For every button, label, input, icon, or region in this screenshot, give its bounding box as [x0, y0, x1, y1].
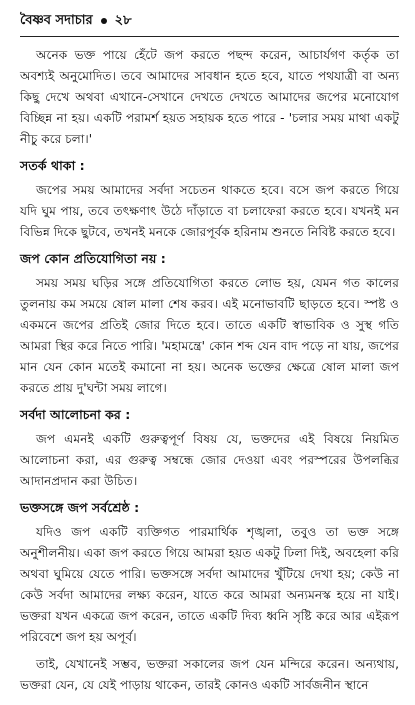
paragraph-temple-chanting: তাই, যেখানেই সম্ভব, ভক্তরা সকালের জপ যেন মন্দিরে করেন। অন্যথায়, ভক্তরা যেন, যে যেই পাড়ায় থাকেন, তারই কোনও একটি সার্বজনীন স্থানে: [20, 657, 399, 692]
page-number: ২৮: [114, 12, 132, 28]
paragraph-be-alert: জপের সময় আমাদের সর্বদা সচেতন থাকতে হবে। বসে জপ করতে গিয়ে যদি ঘুম পায়, তবে তৎক্ষণাৎ উঠে দাঁড়াতে বা চলাফেরা করতে হবে। যখনই মন বিভিন্ন দিকে ছুটবে, তখনই মনকে জোরপূর্বক হরিনাম শুনতে নিবিষ্ট করতে হবে।: [20, 183, 399, 239]
page-header: [20, 0, 399, 36]
paragraph-walking-japa: অনেক ভক্ত পায়ে হেঁটে জপ করতে পছন্দ করেন, আচার্যগণ কর্তৃক তা অবশ্যই অনুমোদিত। তবে আমাদের সাবধান হতে হবে, যাতে পথযাত্রী বা অন্য কিছু দেখে অথবা এখানে-সেখানে দেখতে দেখতে আমাদের জপের মনোযোগ বিচ্ছিন্ন না হয়। একটি পরামর্শ হয়ত সহায়ক হতে পারে - 'চলার সময় মাথা একটু নীচু করে চলা।': [20, 48, 399, 146]
heading-be-alert: সতর্ক থাকা :: [20, 158, 85, 173]
paragraph-always-discuss: জপ এমনই একটি গুরুত্বপূর্ণ বিষয় যে, ভক্তদের এই বিষয়ে নিয়মিত আলোচনা করা, এর গুরুত্ব সম্বন্ধে জোর দেওয়া এবং পরস্পরের উপলব্ধির আদানপ্রদান করা উচিত।: [20, 432, 399, 488]
running-title: বৈষ্ণব সদাচার: [20, 12, 93, 28]
paragraph-chant-in-association: যদিও জপ একটি ব্যক্তিগত পারমার্থিক শৃঙ্খলা, তবুও তা ভক্ত সঙ্গে অনুশীলনীয়। একা জপ করতে গিয়ে আমরা হয়ত একটু ঢিলা দিই, অবহেলা করি অথবা ঘুমিয়ে যেতে পারি। ভক্তসঙ্গে সর্বদা আমাদের খুঁটিয়ে দেখা হয়; কেউ না কেউ সর্বদা আমাদের লক্ষ্য করেন, যাতে করে আমরা অন্যমনস্ক হয়ে না যাই। ভক্তরা যখন একত্রে জপ করেন, তাতে একটি দিব্য ধ্বনি সৃষ্টি করে আর এইরূপ পরিবেশে জপ হয় অপূর্ব।: [20, 525, 399, 644]
heading-not-competition: জপ কোন প্রতিযোগিতা নয় :: [20, 251, 166, 266]
header-rule: [20, 36, 399, 37]
heading-always-discuss: সর্বদা আলোচনা কর :: [20, 407, 131, 422]
heading-chant-in-association: ভক্তসঙ্গে জপ সর্বশ্রেষ্ঠ :: [20, 500, 140, 515]
paragraph-not-competition: সময় সময় ঘড়ির সঙ্গে প্রতিযোগিতা করতে লোভ হয়, যেমন গত কালের তুলনায় কম সময়ে ষোল মালা শেষ করব। এই মনোভাবটি ছাড়তে হবে। স্পষ্ট ও একমনে জপের প্রতিই জোর দিতে হবে। তাতে একটি স্বাভাবিক ও সুস্থ গতি আমরা স্থির করে নিতে পারি। 'মহামন্ত্রে' কোন শব্দ যেন বাদ পড়ে না যায়, জপের মান যেন কোন মতেই কমানো না হয়। অনেক ভক্তের ক্ষেত্রে ষোল মালা জপ করতে প্রায় দু'ঘন্টা সময় লাগে।: [20, 276, 399, 395]
bullet-icon: [101, 18, 107, 24]
